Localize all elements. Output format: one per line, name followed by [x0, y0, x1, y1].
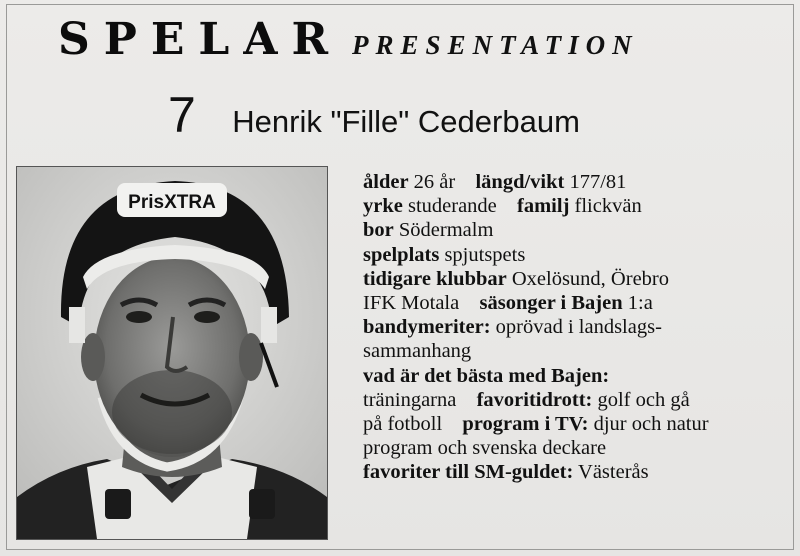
section-header [58, 14, 788, 74]
value-tidigare-klubbar-2: IFK Motala [363, 291, 460, 314]
label-yrke: yrke [363, 195, 403, 218]
value-bor: Södermalm [398, 219, 494, 242]
player-portrait-image [17, 167, 327, 539]
value-program-i-tv-2: program och svenska deckare [363, 437, 607, 460]
label-tidigare-klubbar: tidigare klubbar [363, 267, 507, 290]
fact-line-age [363, 170, 793, 194]
fact-line-bandymeriter [363, 315, 793, 339]
fact-line-tv [363, 412, 793, 436]
fact-line-favoritidrott [363, 388, 793, 412]
value-bandymeriter-2: sammanhang [363, 340, 472, 363]
value-program-i-tv: djur och natur [593, 412, 709, 435]
value-yrke: studerande [407, 195, 497, 218]
label-bandymeriter: bandymeriter: [363, 316, 491, 339]
label-familj: familj [517, 195, 570, 218]
fact-line-basta [363, 364, 793, 388]
value-sm-guldet: Västerås [578, 461, 649, 484]
label-sasonger: säsonger i Bajen [479, 291, 623, 314]
label-spelplats: spelplats [363, 243, 440, 266]
value-basta-med-bajen: träningarna [363, 388, 457, 411]
value-tidigare-klubbar: Oxelösund, Örebro [511, 267, 669, 290]
label-bor: bor [363, 219, 394, 242]
label-basta-med-bajen: vad är det bästa med Bajen: [363, 364, 610, 387]
header-presentation: PRESENTATION [352, 30, 639, 60]
label-program-i-tv: program i TV: [462, 412, 589, 435]
value-langd-vikt: 177/81 [569, 171, 627, 193]
value-favoritidrott-2: på fotboll [363, 412, 443, 435]
value-favoritidrott: golf och gå [597, 388, 690, 411]
value-familj: flickvän [574, 195, 642, 218]
player-photo [16, 166, 328, 540]
fact-line-tv-2 [363, 436, 793, 460]
player-title [168, 86, 580, 146]
fact-line-klubbar-2 [363, 291, 793, 315]
value-sasonger: 1:a [627, 291, 653, 314]
fact-line-bor [363, 218, 793, 242]
player-name: Henrik "Fille" Cederbaum [232, 104, 580, 139]
label-sm-guldet: favoriter till SM-guldet: [363, 461, 574, 484]
label-langd-vikt: längd/vikt [475, 171, 565, 193]
fact-line-klubbar [363, 267, 793, 291]
fact-line-sm-guld [363, 460, 793, 484]
fact-line-yrke [363, 194, 793, 218]
label-favoritidrott: favoritidrott: [476, 388, 593, 411]
helmet-sponsor-logo: PrisXTRA [128, 192, 216, 213]
player-number: 7 [168, 87, 196, 143]
value-spelplats: spjutspets [444, 243, 526, 266]
label-alder: ålder [363, 171, 409, 193]
fact-line-bandymeriter-2 [363, 339, 793, 363]
header-spelar: SPELAR [58, 14, 343, 65]
fact-line-spelplats [363, 243, 793, 267]
value-bandymeriter: oprövad i landslags- [495, 316, 662, 339]
player-facts [363, 170, 793, 484]
value-alder: 26 år [413, 171, 456, 193]
